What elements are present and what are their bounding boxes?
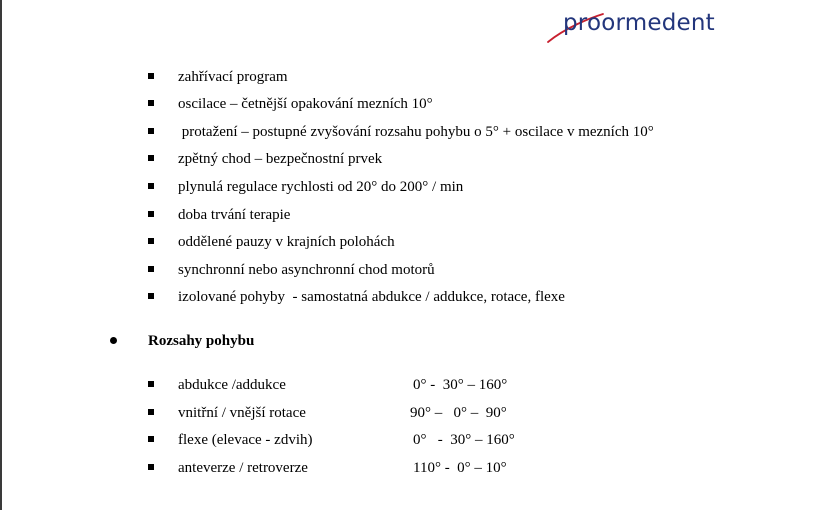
square-bullet-icon <box>148 73 154 79</box>
square-bullet-icon <box>148 128 154 134</box>
square-bullet-icon <box>148 293 154 299</box>
list-item-text: zpětný chod – bezpečnostní prvek <box>178 151 383 167</box>
square-bullet-icon <box>148 238 154 244</box>
list-item <box>0 177 816 197</box>
round-bullet-icon <box>110 337 117 344</box>
range-value: 110° - 0° – 10° <box>413 460 507 476</box>
list-item-text: zahřívací program <box>178 69 288 85</box>
range-value: 0° - 30° – 160° <box>413 432 515 448</box>
list-item <box>0 149 816 169</box>
list-item <box>0 232 816 252</box>
range-label: flexe (elevace - zdvih) <box>178 432 313 448</box>
range-row <box>0 430 816 450</box>
list-item <box>0 94 816 114</box>
list-item-text: protažení – postupné zvyšování rozsahu pohybu o 5° + oscilace v mezních 10° <box>178 124 654 140</box>
list-item <box>0 287 816 307</box>
list-item <box>0 67 816 87</box>
logo-text: proormedent <box>563 10 715 36</box>
list-item-text: izolované pohyby - samostatná abdukce / addukce, rotace, flexe <box>178 289 565 305</box>
square-bullet-icon <box>148 436 154 442</box>
square-bullet-icon <box>148 155 154 161</box>
list-item-text: plynulá regulace rychlosti od 20° do 200° / min <box>178 179 464 195</box>
range-row <box>0 375 816 395</box>
square-bullet-icon <box>148 409 154 415</box>
list-item-text: oscilace – četnější opakování mezních 10° <box>178 96 433 112</box>
list-item <box>0 122 816 142</box>
range-row <box>0 403 816 423</box>
proormedent-logo <box>545 4 725 50</box>
range-label: vnitřní / vnější rotace <box>178 405 306 421</box>
square-bullet-icon <box>148 183 154 189</box>
range-value: 90° – 0° – 90° <box>410 405 507 421</box>
range-label: anteverze / retroverze <box>178 460 308 476</box>
section-title: Rozsahy pohybu <box>148 333 255 349</box>
square-bullet-icon <box>148 464 154 470</box>
section-heading <box>0 331 816 351</box>
square-bullet-icon <box>148 266 154 272</box>
square-bullet-icon <box>148 381 154 387</box>
range-row <box>0 458 816 478</box>
range-value: 0° - 30° – 160° <box>413 377 508 393</box>
range-label: abdukce /addukce <box>178 377 286 393</box>
list-item <box>0 260 816 280</box>
square-bullet-icon <box>148 100 154 106</box>
list-item-text: oddělené pauzy v krajních polohách <box>178 234 395 250</box>
square-bullet-icon <box>148 211 154 217</box>
list-item <box>0 205 816 225</box>
list-item-text: synchronní nebo asynchronní chod motorů <box>178 262 435 278</box>
list-item-text: doba trvání terapie <box>178 207 291 223</box>
